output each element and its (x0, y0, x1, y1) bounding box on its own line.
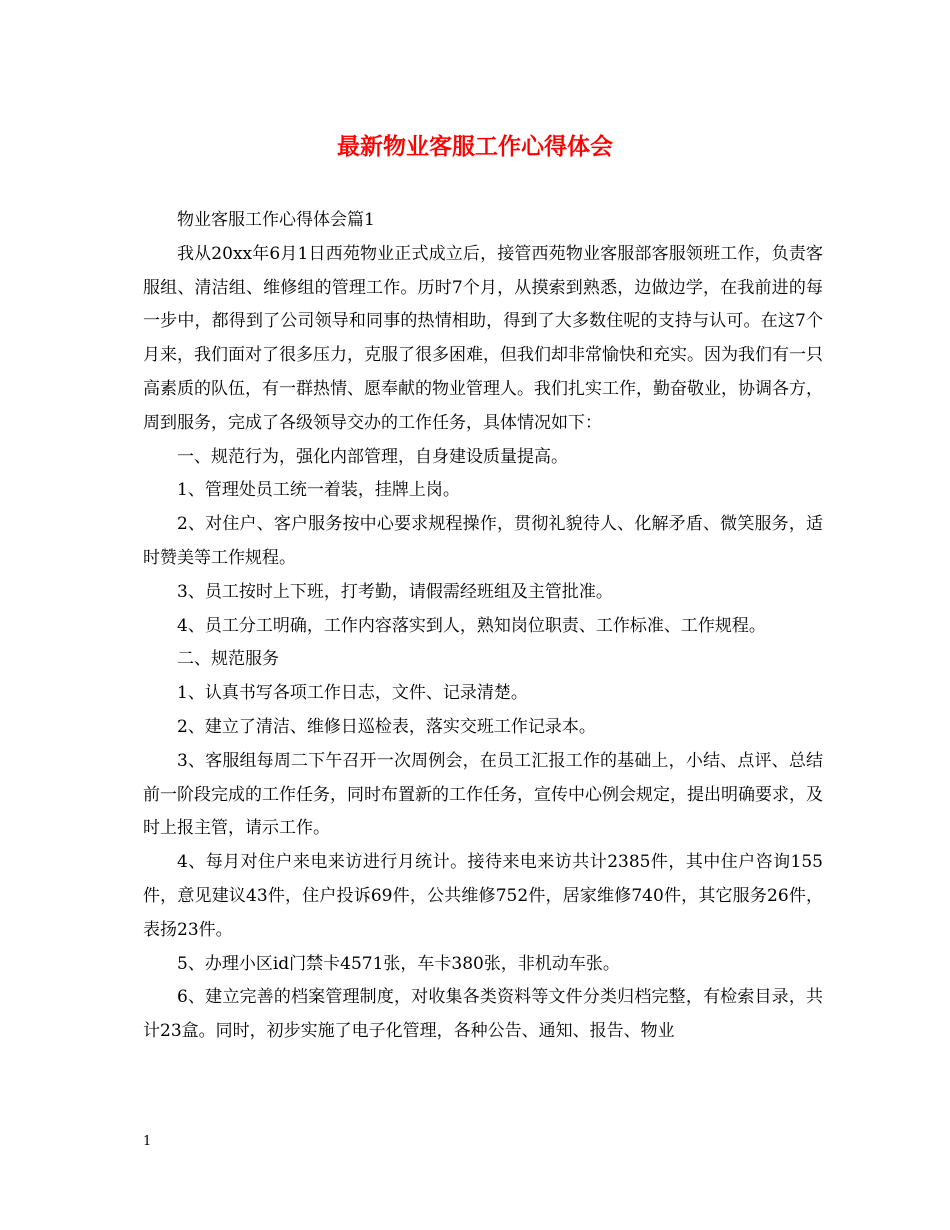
section-heading: 二、规范服务 (177, 649, 279, 670)
list-item: 4、每月对住户来电来访进行月统计。接待来电来访共计2385件，其中住户咨询155件，意见建议43件，住户投诉69件，公共维修752件，居家维修740件，其它服务26件，表扬23件。 (143, 852, 823, 940)
document-title: 最新物业客服工作心得体会 (337, 134, 613, 160)
section-heading: 一、规范行为，强化内部管理，自身建设质量提高。 (177, 446, 568, 467)
list-item: 5、办理小区id门禁卡4571张，车卡380张，非机动车张。 (177, 953, 620, 974)
section-heading: 物业客服工作心得体会篇1 (177, 210, 375, 230)
intro-paragraph: 我从20xx年6月1日西苑物业正式成立后，接管西苑物业客服部客服领班工作，负责客服组、清洁组、维修组的管理工作。历时7个月，从摸索到熟悉，边做边学，在我前进的每一步中，都得到了公司领导和同事的热情相助，得到了大多数住呢的支持与认可。在这7个月来，我们面对了很多压力，克服了很多困难，但我们却非常愉快和充实。因为我们有一只高素质的队伍，有一群热情、愿奉献的物业管理人。我们扎实工作，勤奋敬业，协调各方，周到服务，完成了各级领导交办的工作任务，具体情况如下： (143, 243, 823, 433)
page-number: 1 (143, 1134, 152, 1149)
list-item: 1、管理处员工统一着装，挂牌上岗。 (177, 480, 460, 501)
list-item: 2、对住户、客户服务按中心要求规程操作，贯彻礼貌待人、化解矛盾、微笑服务，适时赞美等工作规程。 (143, 514, 823, 568)
document-body (143, 204, 823, 1049)
list-item: 2、建立了清洁、维修日巡检表，落实交班工作记录本。 (177, 716, 596, 737)
list-item: 4、员工分工明确，工作内容落实到人，熟知岗位职责、工作标准、工作规程。 (177, 615, 766, 636)
list-item: 1、认真书写各项工作日志，文件、记录清楚。 (177, 683, 528, 704)
list-item: 3、员工按时上下班，打考勤，请假需经班组及主管批准。 (177, 581, 613, 602)
list-item: 3、客服组每周二下午召开一次周例会，在员工汇报工作的基础上，小结、点评、总结前一阶段完成的工作任务，同时布置新的工作任务，宣传中心例会规定，提出明确要求，及时上报主管，请示工作。 (143, 750, 823, 839)
list-item: 6、建立完善的档案管理制度，对收集各类资料等文件分类归档完整，有检索目录，共计23盒。同时，初步实施了电子化管理，各种公告、通知、报告、物业 (143, 987, 823, 1042)
